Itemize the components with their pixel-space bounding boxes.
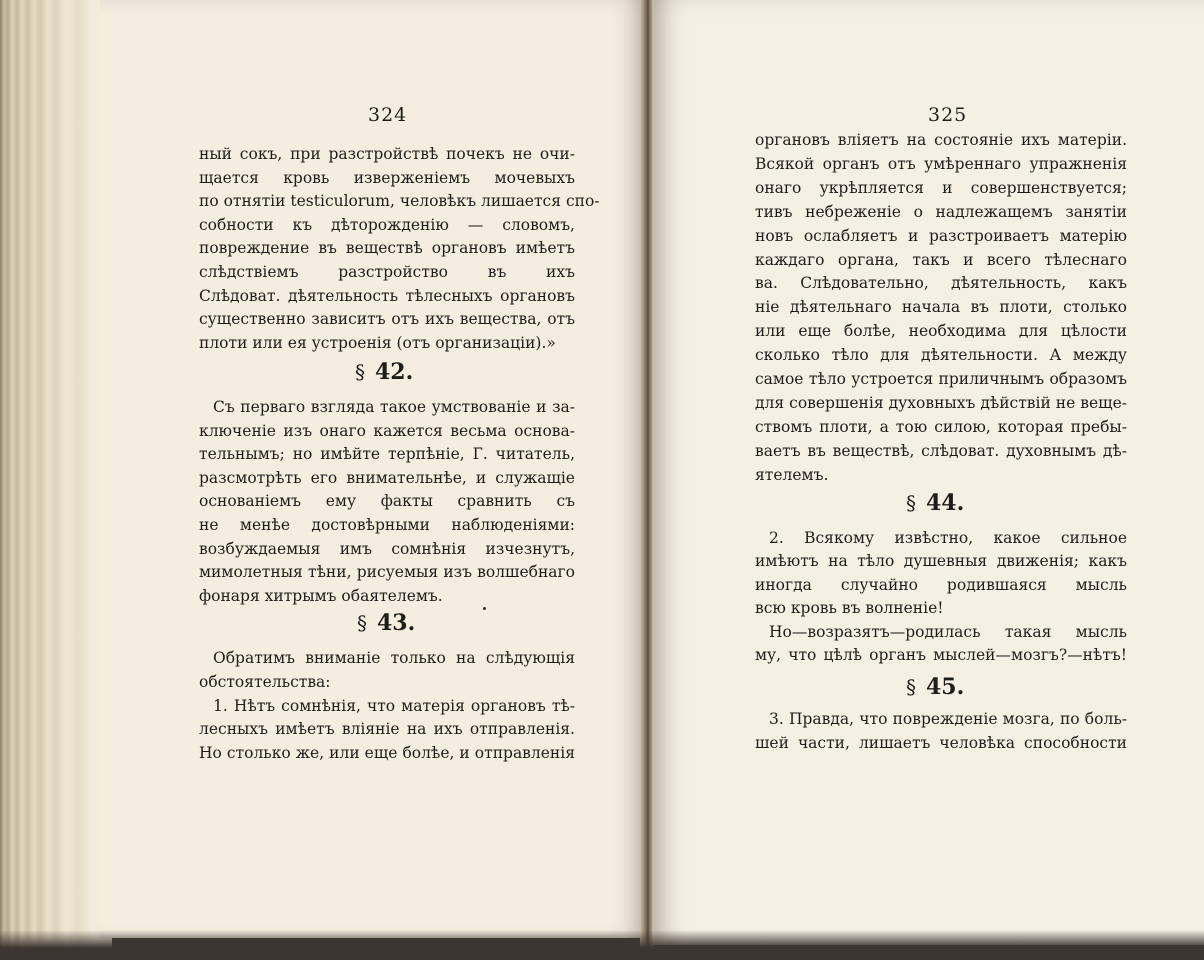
section-symbol: §	[357, 611, 367, 635]
text-line: для совершенія духовныхъ дѣйствій не веще-	[755, 393, 1127, 412]
text-line: органовъ вліяетъ на состояніе ихъ матеріи.	[755, 131, 1127, 149]
text-line: 2. Всякому извѣстно, какое сильное	[769, 529, 1127, 547]
page-edges	[0, 0, 112, 950]
text-line: тивъ небреженіе о надлежащемъ занятіи	[755, 202, 1127, 221]
text-line: не менѣе достовѣрными наблюденіями:	[199, 516, 575, 534]
text-line: тельнымъ; но имѣйте терпѣніе, Г. читатель,	[199, 445, 575, 464]
text-line: имѣютъ на тѣло душевныя движенія; какъ	[755, 552, 1127, 571]
text-line: основаніемъ ему факты сравнить съ	[199, 492, 575, 511]
text-line: ключеніе изъ онаго кажется весьма основа-	[199, 421, 575, 440]
text-line: Слѣдоват. дѣятельность тѣлесныхъ органовъ	[199, 286, 575, 305]
text-line: каждаго органа, такъ и всего тѣлеснаго	[755, 250, 1127, 269]
text-line: ствомъ плоти, а тою силою, которая пребы-	[755, 417, 1127, 436]
text-line: Съ перваго взгляда такое умствованіе и за-	[213, 398, 575, 416]
text-line: фонаря хитрымъ обаятелемъ.	[199, 586, 443, 605]
bottom-shadow	[0, 930, 1204, 960]
text-line: Обратимъ вниманіе только на слѣдующія	[213, 649, 575, 667]
text-line: 1. Нѣтъ сомнѣнія, что матерія органовъ тѣ-	[213, 696, 575, 715]
text-line: иногда случайно родившаяся мысль	[755, 575, 1127, 594]
text-line: плоти или ея устроенія (отъ организаціи).»	[199, 333, 556, 352]
section-heading-43	[357, 610, 415, 636]
text-line: ніе дѣятельнаго начала въ плоти, столько	[755, 298, 1127, 317]
section-symbol: §	[355, 360, 365, 384]
ink-speck	[483, 607, 486, 610]
section-heading-45	[906, 674, 964, 700]
text-line: обстоятельства:	[199, 672, 331, 691]
text-line: мимолетныя тѣни, рисуемыя изъ волшебнаго	[199, 563, 575, 582]
text-line: Но—возразятъ—родилась такая мысль	[769, 622, 1127, 641]
text-line: му, что цѣлѣ органъ мыслей—мозгъ?—нѣтъ!	[755, 646, 1127, 664]
section-heading-42	[355, 359, 413, 385]
page-number-left: 324	[368, 104, 408, 126]
text-line: возбуждаемыя имъ сомнѣнія изчезнутъ,	[199, 539, 575, 558]
section-symbol: §	[906, 675, 916, 699]
text-line: существенно зависитъ отъ ихъ вещества, отъ	[199, 310, 575, 329]
text-line: или еще болѣе, необходима для цѣлости	[755, 322, 1127, 341]
section-number: 44.	[926, 490, 965, 516]
page-number-right: 325	[928, 104, 968, 126]
text-line: 3. Правда, что поврежденіе мозга, по боль-	[769, 710, 1127, 728]
text-line: по отнятіи testiculorum, человѣкъ лишается спо-	[199, 192, 600, 211]
section-heading-44	[906, 490, 964, 516]
text-line: ваетъ въ веществѣ, слѣдоват. духовнымъ дѣ-	[755, 441, 1127, 460]
text-line: онаго укрѣпляется и совершенствуется;	[755, 178, 1127, 197]
section-number: 45.	[926, 674, 965, 700]
text-line: Но столько же, или еще болѣе, и отправленія	[199, 744, 575, 763]
text-line: ятелемъ.	[755, 465, 829, 484]
text-line: ва. Слѣдовательно, дѣятельность, какъ	[755, 274, 1127, 293]
text-line: разсмотрѣть его внимательнѣе, и служащіе	[199, 468, 575, 487]
section-number: 42.	[375, 359, 414, 385]
section-symbol: §	[906, 491, 916, 515]
section-number: 43.	[377, 610, 416, 636]
text-line: ный сокъ, при разстройствѣ почекъ не очи-	[199, 145, 575, 163]
book-gutter	[640, 0, 654, 950]
text-line: лесныхъ имѣетъ вліяніе на ихъ отправленія.	[199, 720, 575, 739]
text-line: сколько тѣло для дѣятельности. А между	[755, 346, 1127, 365]
text-line: самое тѣло устроется приличнымъ образомъ	[755, 370, 1127, 388]
text-line: Всякой органъ отъ умѣреннаго упражненія	[755, 154, 1127, 173]
text-line: всю кровь въ волненіе!	[755, 599, 944, 618]
text-line: шей части, лишаетъ человѣка способности	[755, 734, 1127, 752]
text-line: щается кровь изверженіемъ мочевыхъ	[199, 168, 575, 187]
text-line: слѣдствіемъ разстройство въ ихъ	[199, 263, 575, 281]
text-line: новъ ослабляетъ и разстроиваетъ матерію	[755, 226, 1127, 245]
text-line: собности къ дѣторожденію — словомъ,	[199, 215, 575, 234]
text-line: повреждение въ веществѣ органовъ имѣетъ	[199, 239, 575, 258]
